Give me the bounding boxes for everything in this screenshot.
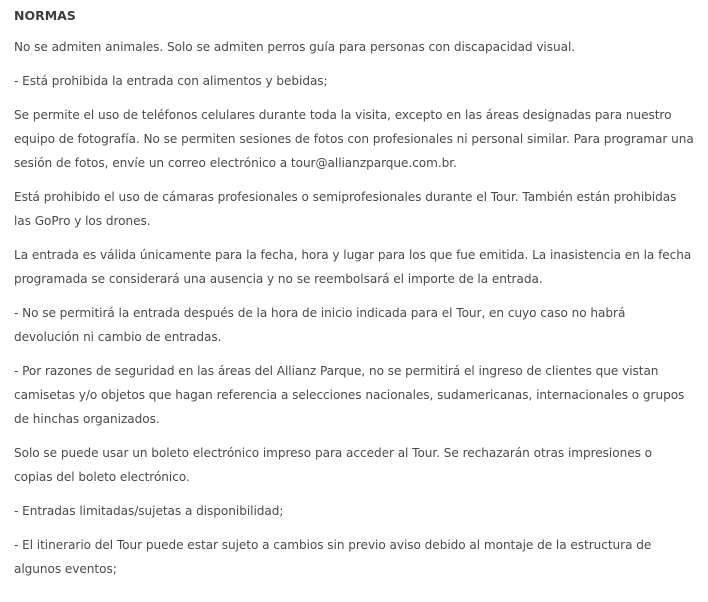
- rule-paragraph: - El itinerario del Tour puede estar sujeto a cambios sin previo aviso debido al montaje de la estructura de algunos eventos;: [14, 538, 652, 576]
- rule-paragraph: No se admiten animales. Solo se admiten perros guía para personas con discapacidad visual.: [14, 40, 576, 54]
- rule-paragraph: Solo se puede usar un boleto electrónico impreso para acceder al Tour. Se rechazarán otras impresiones o copias del boleto electrónico.: [14, 446, 652, 484]
- section-title: NORMAS: [14, 8, 76, 23]
- rule-paragraph: Está prohibido el uso de cámaras profesionales o semiprofesionales durante el Tour. También están prohibidas las GoPro y los drones.: [14, 190, 677, 228]
- rule-paragraph: - Por razones de seguridad en las áreas del Allianz Parque, no se permitirá el ingreso de clientes que vistan camisetas y/o objetos que hagan referencia a selecciones nacionales, sudamericanas, internacionales o grupos de hinchas organizados.: [14, 364, 685, 426]
- rule-paragraph: Se permite el uso de teléfonos celulares durante toda la visita, excepto en las áreas designadas para nuestro equipo de fotografía. No se permiten sesiones de fotos con profesionales ni personal similar. Para programar una sesión de fotos, envíe un correo electrónico a tour@allianzparque.com.br.: [14, 108, 694, 170]
- rule-paragraph: - No se permitirá la entrada después de la hora de inicio indicada para el Tour, en cuyo caso no habrá devolución ni cambio de entradas.: [14, 306, 626, 344]
- rule-paragraph: La entrada es válida únicamente para la fecha, hora y lugar para los que fue emitida. La inasistencia en la fecha programada se considerará una ausencia y no se reembolsará el importe de la entrada.: [14, 248, 692, 286]
- rule-paragraph: - Está prohibida la entrada con alimentos y bebidas;: [14, 74, 328, 88]
- rule-paragraph: - Entradas limitadas/sujetas a disponibilidad;: [14, 504, 284, 518]
